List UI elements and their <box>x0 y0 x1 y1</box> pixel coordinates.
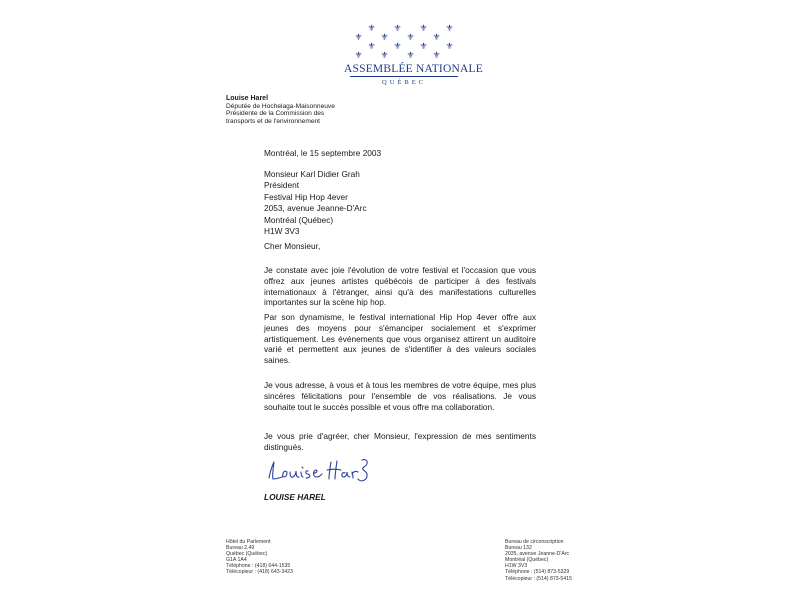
logo-subtitle: QUÉBEC <box>382 79 426 86</box>
body-paragraph: Je vous adresse, à vous et à tous les membres de votre équipe, mes plus sincères félicitations pour l'ensemble de vos réalisations. Je vous souhaite tout le succès possible et vous offre ma collaboration. <box>264 380 536 412</box>
address-line: Festival Hip Hop 4ever <box>264 191 348 202</box>
handwritten-signature <box>265 456 385 489</box>
footer-line: 2035, avenue Jeanne-D'Arc <box>505 551 570 558</box>
fleur-de-lis-icon: ⚜ <box>354 50 363 60</box>
footer-line: Téléphone : (514) 873-5329 <box>505 569 570 576</box>
footer-line: Bureau de circonscription <box>505 539 564 545</box>
logo-title: ASSEMBLÉE NATIONALE <box>344 63 483 75</box>
fleur-de-lis-icon: ⚜ <box>432 50 441 60</box>
letter-date: Montréal, le 15 septembre 2003 <box>264 148 382 158</box>
fleur-de-lis-icon: ⚜ <box>406 32 415 42</box>
footer-riding-office-address <box>505 539 572 582</box>
fleur-de-lis-icon: ⚜ <box>393 41 402 51</box>
fleur-de-lis-icon <box>366 51 378 60</box>
fleur-de-lis-icon <box>392 51 404 60</box>
fleur-de-lis-icon <box>418 51 430 60</box>
footer-line: Télécopieur : (514) 873-5415 <box>505 575 572 582</box>
fleur-de-lis-icon: ⚜ <box>419 23 428 33</box>
fleur-de-lis-icon: ⚜ <box>367 23 376 33</box>
sender-name: Louise Harel <box>226 95 269 102</box>
sender-title-line: Députée de Hochelaga-Maisonneuve <box>226 102 335 110</box>
sender-title-line: Présidente de la Commission des <box>226 110 325 118</box>
footer-line: Bureau 2.49 <box>226 545 255 552</box>
body-paragraph: Par son dynamisme, le festival international Hip Hop 4ever offre aux jeunes des moyens pour s'émanciper socialement et s'exprimer artistiquement. Les événements que vous organisez attirent un auditoire varié et permettent aux jeunes de s'identifier à des valeurs sociales saines. <box>264 312 536 366</box>
assemblee-nationale-logo <box>344 23 483 86</box>
signer-name: LOUISE HAREL <box>264 492 326 502</box>
logo-divider <box>350 76 458 77</box>
footer-line: H1W 3V3 <box>505 563 528 570</box>
fleur-de-lis-icon: ⚜ <box>380 32 389 42</box>
fleur-de-lis-icon: ⚜ <box>419 41 428 51</box>
footer-line: Téléphone : (418) 644-1535 <box>226 563 291 570</box>
footer-line: G1A 1A4 <box>226 557 247 564</box>
fleur-de-lis-icon: ⚜ <box>354 32 363 42</box>
fleur-de-lis-icon: ⚜ <box>445 23 454 33</box>
footer-line: Hôtel du Parlement <box>226 539 271 545</box>
footer-parliament-address <box>226 539 293 576</box>
fleur-de-lis-icon: ⚜ <box>406 50 415 60</box>
fleur-de-lis-icon: ⚜ <box>432 32 441 42</box>
salutation: Cher Monsieur, <box>264 241 321 251</box>
fleur-de-lis-icon <box>444 51 456 60</box>
sender-block <box>226 95 335 125</box>
footer-line: Québec (Québec) <box>226 551 268 558</box>
footer-line: Bureau 132 <box>505 545 532 552</box>
body-paragraph: Je constate avec joie l'évolution de votre festival et l'occasion que vous offrez aux jeunes artistes québécois de participer à des festivals internationaux à l'étranger, ainsi qu'à des manifestations culturelles importantes sur la scène hip hop. <box>264 265 536 308</box>
fleur-de-lis-icon: ⚜ <box>445 41 454 51</box>
fleur-de-lis-icon: ⚜ <box>367 41 376 51</box>
closing-paragraph: Je vous prie d'agréer, cher Monsieur, l'expression de mes sentiments distingués. <box>264 431 536 452</box>
sender-title-line: transports et de l'environnement <box>226 117 320 125</box>
fleur-de-lis-icon: ⚜ <box>393 23 402 33</box>
address-line: 2053, avenue Jeanne-D'Arc <box>264 203 367 214</box>
address-line: Monsieur Karl Didier Grah <box>264 169 360 179</box>
fleur-de-lis-icon: ⚜ <box>380 50 389 60</box>
address-line: H1W 3V3 <box>264 226 300 237</box>
fleur-de-lis-emblem-icon <box>344 24 464 60</box>
footer-line: Télécopieur : (418) 643-3423 <box>226 569 293 576</box>
footer-line: Montréal (Québec) <box>505 557 549 564</box>
address-line: Président <box>264 180 300 191</box>
signature-icon <box>265 456 385 484</box>
address-line: Montréal (Québec) <box>264 214 334 225</box>
recipient-address <box>264 169 536 237</box>
